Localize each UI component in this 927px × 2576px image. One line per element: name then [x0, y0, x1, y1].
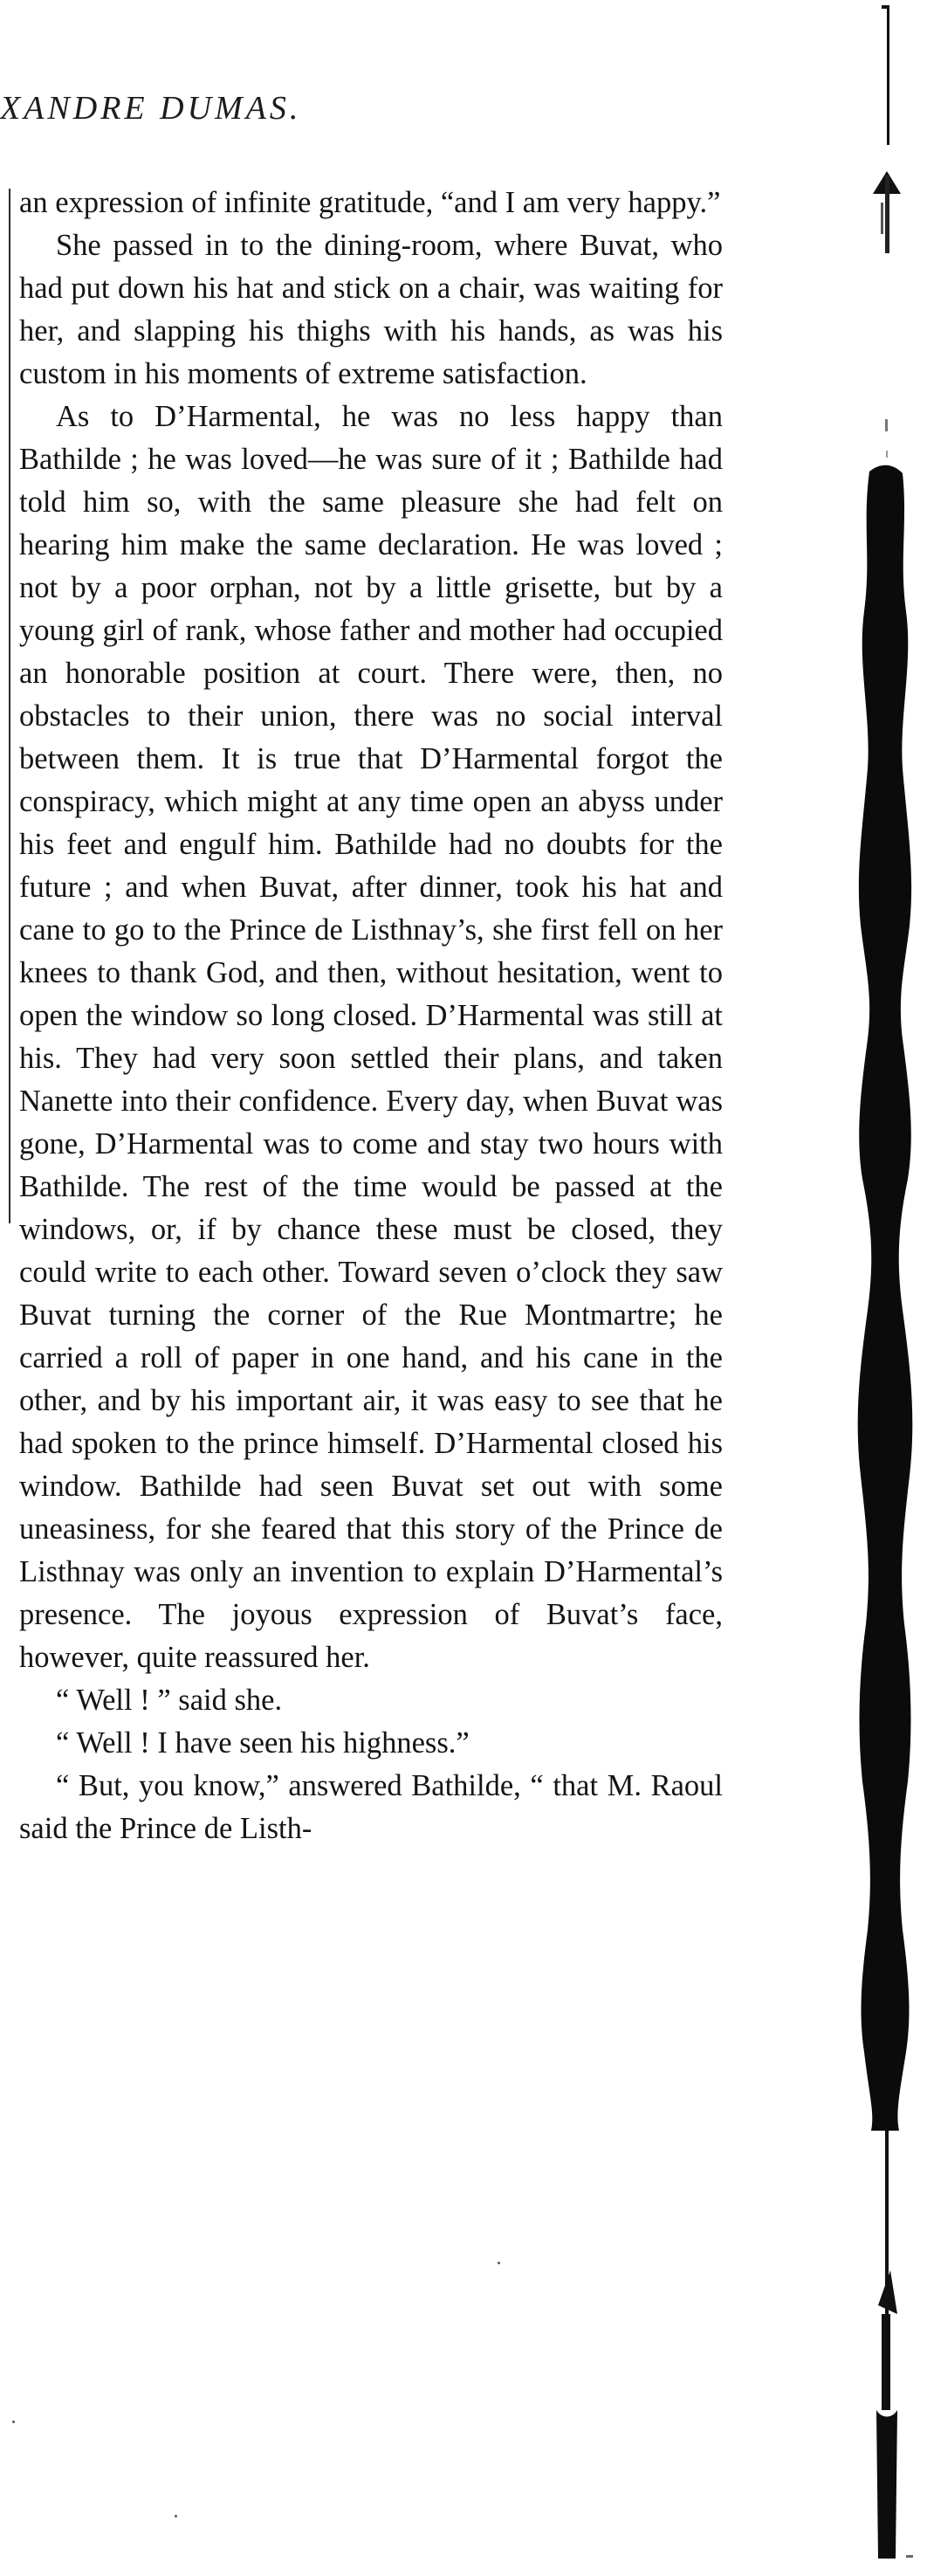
paragraph-3: As to D’Harmental, he was no less happy than Bathilde ; he was loved—he was sure of it ; Bathilde had told him so, with the same pleasure she had felt on hearing him make the same declaration. He was loved ; not by a poor orphan, not by a little grisette, but by a young girl of rank, whose father and mother had occupied an honorable position at court. There were, then, no obstacles to their union, there was no social interval between them. It is true that D’Harmental forgot the conspiracy, which might at any time open an abyss under his feet and engulf him. Bathilde had no doubts for the future ; and when Buvat, after dinner, took his hat and cane to go to the Prince de Listhnay’s, she first fell on her knees to thank God, and then, without hesitation, went to open the window so long closed. D’Harmental was still at his. They had very soon settled their plans, and taken Nanette into their confidence. Every day, when Buvat was gone, D’Harmental was to come and stay two hours with Bathilde. The rest of the time would be passed at the windows, or, if by chance these must be closed, they could write to each other. Toward seven o’clock they saw Buvat turning the corner of the Rue Montmartre; he carried a roll of paper in one hand, and his cane in the other, and by his important air, it was easy to see that he had spoken to the prince himself. D’Harmental closed his window. Bathilde had seen Buvat set out with some uneasiness, for she feared that this story of the Prince de Listhnay was only an invention to explain D’Harmental’s presence. The joyous expression of Buvat’s face, however, quite reassured her.	[19, 400, 723, 1674]
running-head: XANDRE DUMAS.	[0, 90, 302, 127]
stray-mark	[175, 2515, 177, 2517]
paragraph-1: an expression of infinite gratitude, “and I am very happy.”	[19, 186, 721, 219]
paragraph-5: “ Well ! I have seen his highness.”	[56, 1726, 470, 1760]
text-column	[19, 182, 723, 1850]
stray-mark	[12, 2421, 15, 2423]
margin-rule	[9, 189, 10, 1223]
paragraph-2: She passed in to the dining-room, where Buvat, who had put down his hat and stick on a chair, was waiting for her, and slapping his thighs with his hands, as was his custom in his moments of extreme satisfaction.	[19, 229, 723, 390]
paragraph-6: “ But, you know,” answered Bathilde, “ that M. Raoul said the Prince de Listh-	[19, 1769, 723, 1845]
binding-edge-shadow	[812, 0, 927, 2576]
paragraph-4: “ Well ! ” said she.	[56, 1684, 283, 1717]
edge-rule-top	[887, 5, 889, 145]
stray-mark	[498, 2262, 500, 2264]
edge-dark-strip	[858, 465, 913, 2131]
